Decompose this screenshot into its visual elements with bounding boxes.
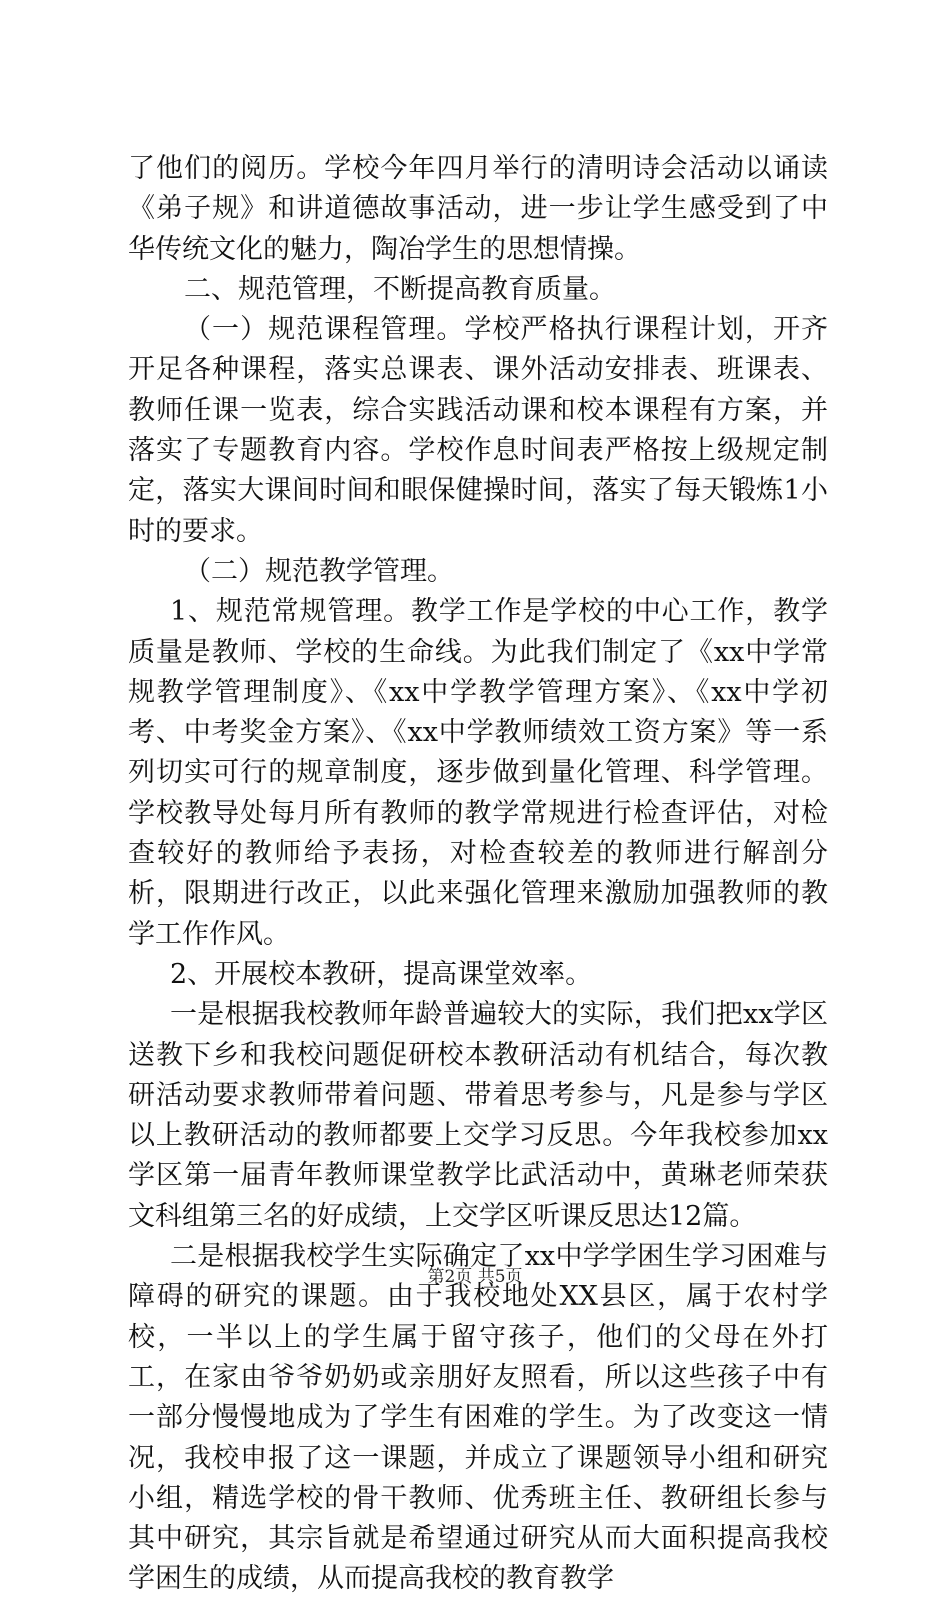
paragraph-research-second: 二是根据我校学生实际确定了xx中学学困生学习困难与障碍的研究的课题。由于我校地处XX县区，属于农村学校，一半以上的学生属于留守孩子，他们的父母在外打工，在家由爷爷奶奶或亲朋好友照看，所以这些孩子中有一部分慢慢地成为了学生有困难的学生。为了改变这一情况，我校申报了这一课题，并成立了课题领导小组和研究小组，精选学校的骨干教师、优秀班主任、教研组长参与其中研究，其宗旨就是希望通过研究从而大面积提高我校学困生的成绩，从而提高我校的教育教学: [128, 1241, 828, 1595]
document-body: [128, 149, 828, 1600]
paragraph-continuation: 了他们的阅历。学校今年四月举行的清明诗会活动以诵读《弟子规》和讲道德故事活动，进一步让学生感受到了中华传统文化的魅力，陶冶学生的思想情操。: [128, 153, 828, 265]
subsection-heading-teaching-management: （二）规范教学管理。: [184, 555, 454, 587]
paragraph-school-research-heading: 2、开展校本教研，提高课堂效率。: [170, 958, 593, 990]
paragraph-course-management: （一）规范课程管理。学校严格执行课程计划，开齐开足各种课程，落实总课表、课外活动安排表、班课表、教师任课一览表，综合实践活动课和校本课程有方案，并落实了专题教育内容。学校作息时间表严格按上级规定制定，落实大课间时间和眼保健操时间，落实了每天锻炼1小时的要求。: [128, 314, 828, 547]
paragraph-research-first: 一是根据我校教师年龄普遍较大的实际，我们把xx学区送教下乡和我校问题促研校本教研活动有机结合，每次教研活动要求教师带着问题、带着思考参与，凡是参与学区以上教研活动的教师都要上交学习反思。今年我校参加xx学区第一届青年教师课堂教学比武活动中，黄琳老师荣获文科组第三名的好成绩，上交学区听课反思达12篇。: [128, 999, 828, 1232]
section-heading-management: 二、规范管理，不断提高教育质量。: [184, 273, 616, 305]
paragraph-routine-management: 1、规范常规管理。教学工作是学校的中心工作，教学质量是教师、学校的生命线。为此我们制定了《xx中学常规教学管理制度》、《xx中学教学管理方案》、《xx中学初考、中考奖金方案》、《xx中学教师绩效工资方案》等一系列切实可行的规章制度，逐步做到量化管理、科学管理。学校教导处每月所有教师的教学常规进行检查评估，对检查较好的教师给予表扬，对检查较差的教师进行解剖分析，限期进行改正，以此来强化管理来激励加强教师的教学工作作风。: [128, 596, 828, 950]
page-footer: 第2页 共5页: [427, 1267, 523, 1287]
